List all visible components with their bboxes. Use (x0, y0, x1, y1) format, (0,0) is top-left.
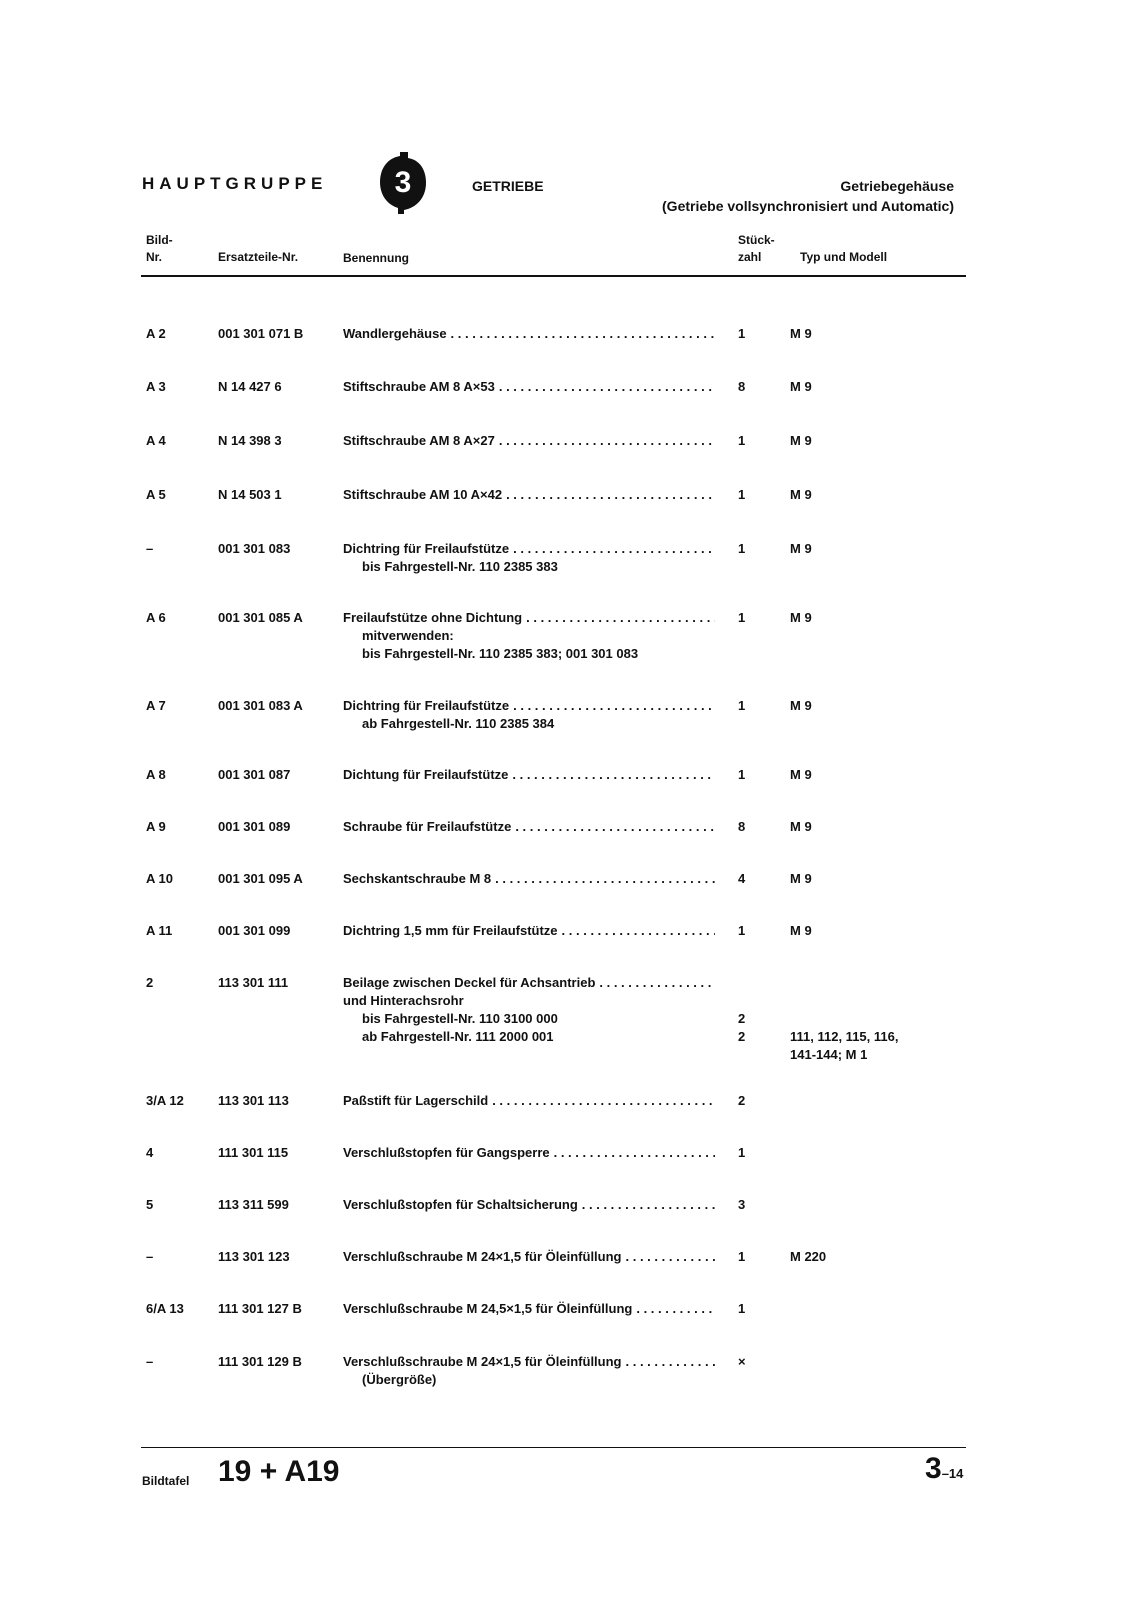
col-header-bild-line1: Bild- (146, 233, 173, 247)
description (343, 922, 715, 940)
description-text: Paßstift für Lagerschild (343, 1093, 489, 1108)
quantity (738, 697, 768, 715)
description-text: Verschlußschraube M 24,5×1,5 für Öleinfüllung (343, 1301, 633, 1316)
model (790, 818, 950, 836)
model (790, 766, 950, 784)
description-text: Verschlußstopfen für Schaltsicherung (343, 1197, 578, 1212)
model (790, 540, 950, 558)
header-divider (141, 275, 966, 277)
bild-nr: 4 (146, 1145, 154, 1160)
model-value: 141-144; M 1 (790, 1047, 868, 1062)
description-main (343, 378, 715, 396)
model-value: M 9 (790, 326, 812, 341)
description-text: Sechskantschraube M 8 (343, 871, 492, 886)
quantity-value: 8 (738, 379, 746, 394)
bild-nr: A 10 (146, 871, 173, 886)
quantity-value (738, 974, 768, 992)
bild-nr: 5 (146, 1197, 154, 1212)
description-main (343, 540, 715, 558)
description-main (343, 1300, 715, 1318)
part-number: 001 301 095 A (218, 871, 303, 886)
leader-dots (499, 378, 715, 396)
bild-nr: A 5 (146, 487, 166, 502)
quantity-value: 1 (738, 1301, 746, 1316)
model (790, 922, 950, 940)
page-number (925, 1452, 963, 1486)
section-title: Getriebegehäuse (840, 178, 954, 194)
model-value: M 9 (790, 819, 812, 834)
description-subline: mitverwenden: (362, 628, 454, 643)
col-header-bild-line2: Nr. (146, 250, 163, 264)
quantity (738, 540, 768, 558)
leader-dots (626, 1248, 716, 1266)
page-number-sub: –14 (941, 1466, 964, 1481)
col-header-stueck-line1: Stück- (738, 233, 775, 247)
part-number: 001 301 083 A (218, 698, 303, 713)
model (790, 486, 950, 504)
col-header-typ: Typ und Modell (800, 250, 888, 264)
description-subline: ab Fahrgestell-Nr. 110 2385 384 (362, 716, 555, 731)
description-main (343, 1092, 715, 1110)
description (343, 974, 715, 1046)
leader-dots (492, 1092, 715, 1110)
part-number: 113 301 123 (218, 1249, 290, 1264)
description (343, 378, 715, 396)
leader-dots (582, 1196, 715, 1214)
bild-nr: – (146, 1249, 154, 1264)
quantity-value: × (738, 1354, 746, 1369)
description-text: Dichtung für Freilaufstütze (343, 767, 509, 782)
description (343, 1248, 715, 1266)
bild-nr: A 4 (146, 433, 166, 448)
model-value: M 220 (790, 1249, 827, 1264)
description-main (343, 974, 715, 992)
description-main (343, 486, 715, 504)
model (790, 1248, 950, 1266)
description-text: Stiftschraube AM 8 A×53 (343, 379, 495, 394)
group-number: 3 (394, 166, 412, 199)
part-number: 113 301 113 (218, 1093, 289, 1108)
description-subline: ab Fahrgestell-Nr. 111 2000 001 (362, 1029, 554, 1044)
description (343, 1196, 715, 1214)
part-number: 113 301 111 (218, 975, 289, 990)
description (343, 697, 715, 733)
quantity (738, 1353, 768, 1371)
quantity (738, 378, 768, 396)
group-name: GETRIEBE (472, 178, 544, 194)
model (790, 325, 950, 343)
bild-nr: 3/A 12 (146, 1093, 184, 1108)
description-main (343, 1144, 715, 1162)
description (343, 766, 715, 784)
model-value (790, 1010, 950, 1028)
description-main (343, 432, 715, 450)
quantity (738, 432, 768, 450)
col-header-stueckzahl (738, 232, 775, 266)
part-number: N 14 398 3 (218, 433, 282, 448)
col-header-benennung: Benennung (343, 251, 409, 265)
part-number: N 14 427 6 (218, 379, 282, 394)
leader-dots (513, 697, 715, 715)
part-number: 001 301 087 (218, 767, 291, 782)
col-header-ersatzteile: Ersatzteile-Nr. (218, 250, 299, 264)
footer-divider (141, 1447, 966, 1448)
description-subline: bis Fahrgestell-Nr. 110 3100 000 (362, 1011, 558, 1026)
quantity (738, 766, 768, 784)
quantity-value: 1 (738, 433, 746, 448)
quantity-value: 4 (738, 871, 746, 886)
leader-dots (626, 1353, 716, 1371)
leader-dots (554, 1144, 715, 1162)
bildtafel-label: Bildtafel (142, 1474, 190, 1488)
model-value: M 9 (790, 487, 812, 502)
quantity (738, 818, 768, 836)
description-main (343, 870, 715, 888)
leader-dots (499, 432, 715, 450)
leader-dots (513, 540, 715, 558)
part-number: 001 301 071 B (218, 326, 304, 341)
bild-nr: A 11 (146, 923, 173, 938)
quantity (738, 870, 768, 888)
description (343, 1144, 715, 1162)
description (343, 432, 715, 450)
page-number-main: 3 (925, 1452, 942, 1485)
description-main (343, 609, 715, 627)
description-subline: und Hinterachsrohr (343, 993, 464, 1008)
quantity-value: 2 (738, 1029, 746, 1044)
hauptgruppe-label: HAUPTGRUPPE (142, 174, 328, 193)
leader-dots (506, 486, 715, 504)
quantity (738, 325, 768, 343)
quantity (738, 1196, 768, 1214)
description (343, 1092, 715, 1110)
quantity (738, 486, 768, 504)
part-number: 113 311 599 (218, 1197, 289, 1212)
description-subline: bis Fahrgestell-Nr. 110 2385 383 (362, 559, 558, 574)
part-number: 111 301 129 B (218, 1354, 302, 1369)
bild-nr: A 8 (146, 767, 166, 782)
description-subline: bis Fahrgestell-Nr. 110 2385 383; 001 301 083 (362, 646, 639, 661)
bild-nr: A 7 (146, 698, 166, 713)
model-value: 111, 112, 115, 116, (790, 1029, 899, 1044)
model (790, 378, 950, 396)
bildtafel-value: 19 + A19 (218, 1455, 340, 1488)
model (790, 432, 950, 450)
description (343, 870, 715, 888)
part-number: N 14 503 1 (218, 487, 282, 502)
description-main (343, 325, 715, 343)
quantity-value: 1 (738, 698, 746, 713)
col-header-stueck-line2: zahl (738, 250, 762, 264)
model (790, 697, 950, 715)
bild-nr: A 3 (146, 379, 166, 394)
quantity-value: 2 (738, 1093, 746, 1108)
model (790, 974, 950, 1064)
description-text: Dichtring für Freilaufstütze (343, 541, 510, 556)
part-number: 111 301 127 B (218, 1301, 302, 1316)
quantity (738, 974, 768, 1046)
leader-dots (515, 818, 715, 836)
model (790, 870, 950, 888)
leader-dots (526, 609, 715, 627)
description-text: Beilage zwischen Deckel für Achsantrieb (343, 975, 596, 990)
quantity-value: 1 (738, 326, 746, 341)
description-text: Wandlergehäuse (343, 326, 447, 341)
model-value (790, 992, 950, 1010)
section-subtitle: (Getriebe vollsynchronisiert und Automatic) (662, 198, 954, 214)
description (343, 609, 715, 663)
model-value: M 9 (790, 610, 812, 625)
description-text: Stiftschraube AM 8 A×27 (343, 433, 495, 448)
quantity-value: 2 (738, 1011, 746, 1026)
leader-dots (636, 1300, 715, 1318)
quantity (738, 1248, 768, 1266)
description-main (343, 818, 715, 836)
quantity-value (738, 992, 768, 1010)
model-value: M 9 (790, 923, 812, 938)
description-main (343, 1248, 715, 1266)
quantity (738, 1092, 768, 1110)
quantity-value: 1 (738, 767, 746, 782)
description-subline: (Übergröße) (362, 1372, 437, 1387)
quantity (738, 922, 768, 940)
bild-nr: A 6 (146, 610, 166, 625)
description (343, 325, 715, 343)
description-main (343, 697, 715, 715)
description (343, 1353, 715, 1389)
model-value: M 9 (790, 767, 812, 782)
quantity-value: 3 (738, 1197, 746, 1212)
description-main (343, 1196, 715, 1214)
part-number: 001 301 085 A (218, 610, 303, 625)
description (343, 486, 715, 504)
part-number: 001 301 083 (218, 541, 291, 556)
bild-nr: 2 (146, 975, 154, 990)
description-text: Dichtring 1,5 mm für Freilaufstütze (343, 923, 558, 938)
quantity-value: 1 (738, 541, 746, 556)
leader-dots (495, 870, 715, 888)
leader-dots (451, 325, 715, 343)
bild-nr: – (146, 541, 154, 556)
part-number: 001 301 099 (218, 923, 291, 938)
description-main (343, 1353, 715, 1371)
bild-nr: A 2 (146, 326, 166, 341)
description (343, 1300, 715, 1318)
quantity-value: 1 (738, 610, 746, 625)
model-value: M 9 (790, 433, 812, 448)
model (790, 609, 950, 627)
quantity-value: 1 (738, 487, 746, 502)
bild-nr: – (146, 1354, 154, 1369)
quantity (738, 1300, 768, 1318)
description-text: Verschlußschraube M 24×1,5 für Öleinfüllung (343, 1354, 622, 1369)
description-text: Verschlußstopfen für Gangsperre (343, 1145, 550, 1160)
model-value: M 9 (790, 541, 812, 556)
part-number: 001 301 089 (218, 819, 291, 834)
quantity-value: 8 (738, 819, 746, 834)
model-value: M 9 (790, 698, 812, 713)
description-text: Freilaufstütze ohne Dichtung (343, 610, 523, 625)
part-number: 111 301 115 (218, 1145, 289, 1160)
quantity-value: 1 (738, 1145, 746, 1160)
quantity (738, 1144, 768, 1162)
leader-dots (512, 766, 715, 784)
description-main (343, 766, 715, 784)
bild-nr: A 9 (146, 819, 166, 834)
model-value (790, 974, 950, 992)
description-text: Dichtring für Freilaufstütze (343, 698, 510, 713)
description (343, 540, 715, 576)
leader-dots (562, 922, 715, 940)
description-text: Stiftschraube AM 10 A×42 (343, 487, 503, 502)
quantity-value: 1 (738, 1249, 746, 1264)
leader-dots (599, 974, 715, 992)
description-text: Verschlußschraube M 24×1,5 für Öleinfüllung (343, 1249, 622, 1264)
quantity-value: 1 (738, 923, 746, 938)
model-value: M 9 (790, 871, 812, 886)
description-text: Schraube für Freilaufstütze (343, 819, 512, 834)
description (343, 818, 715, 836)
model-value: M 9 (790, 379, 812, 394)
description-main (343, 922, 715, 940)
bild-nr: 6/A 13 (146, 1301, 184, 1316)
quantity (738, 609, 768, 627)
col-header-bild (146, 232, 173, 266)
group-number-badge (378, 150, 428, 216)
section-heading (662, 176, 954, 216)
